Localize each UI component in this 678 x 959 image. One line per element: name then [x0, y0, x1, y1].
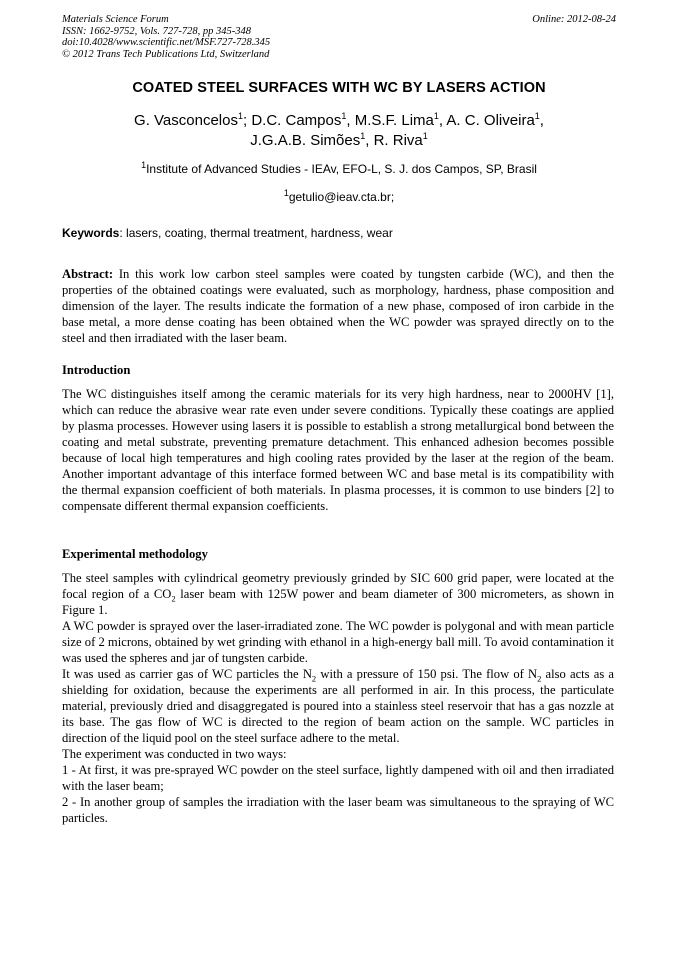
paper-title: COATED STEEL SURFACES WITH WC BY LASERS ACTION [132, 80, 546, 96]
paragraph [62, 666, 614, 746]
author-name: ; D.C. Campos [243, 112, 342, 129]
affiliation-marker: 1 [534, 111, 540, 121]
section-heading-introduction: Introduction [62, 363, 131, 377]
keywords-text: : lasers, coating, thermal treatment, hardness, wear [119, 226, 393, 240]
list-item: 1 - At first, it was pre-sprayed WC powder on the steel surface, lightly dampened with oil and then irradiated with the laser beam; [62, 763, 614, 793]
affiliation-marker: 1 [433, 111, 439, 121]
introduction-body [62, 386, 614, 514]
affiliation-marker: 1 [237, 111, 243, 121]
abstract-text: In this work low carbon steel samples were coated by tungsten carbide (WC), and then the properties of the obtained coatings were evaluated, such as morphology, hardness, phase composition and dimension of the layer. The results indicate the formation of a new phase, composed of iron carbide in the base metal, a more dense coating has been obtained when the WC powder was sprayed directly on to the steel and then irradiated with the laser beam. [62, 267, 614, 345]
doi-line: doi:10.4028/www.scientific.net/MSF.727-728.345 [62, 37, 271, 48]
subscript: 2 [171, 593, 176, 604]
paragraph [62, 570, 614, 618]
affiliation-marker: 1 [141, 160, 147, 170]
contact-email [62, 189, 616, 205]
affiliation [62, 161, 616, 177]
keywords-label: Keywords [62, 226, 120, 240]
paragraph-text: with a pressure of 150 psi. The flow of N [316, 667, 538, 681]
subscript: 2 [537, 673, 542, 684]
author-name: , A. C. Oliveira [438, 112, 535, 129]
list-item: 2 - In another group of samples the irradiation with the laser beam was simultaneous to the spraying of WC particles. [62, 795, 614, 825]
author-separator: , [539, 112, 544, 129]
online-date-header [532, 14, 616, 26]
journal-name: Materials Science Forum [62, 14, 169, 25]
abstract [62, 266, 614, 346]
abstract-label: Abstract: [62, 267, 114, 281]
experimental-body [62, 570, 614, 826]
author-name: G. Vasconcelos [134, 112, 238, 129]
paragraph-text: also acts as a shielding for oxidation, because the experiments are all performed in air. In this process, the particulate material, previously dried and disaggregated is poured into a stainless steel reservoir that has a gas nozzle at its base. The gas flow of WC is directed to the region of beam action on the sample. WC particles in direction of the liquid pool on the steel surface adhere to the metal. [62, 667, 614, 745]
affiliation-marker: 1 [341, 111, 347, 121]
affiliation-marker: 1 [360, 131, 366, 141]
section-heading-experimental: Experimental methodology [62, 547, 208, 561]
affiliation-text: Institute of Advanced Studies - IEAv, EFO-L, S. J. dos Campos, SP, Brasil [146, 162, 537, 176]
affiliation-marker: 1 [422, 131, 428, 141]
paragraph-text: It was used as carrier gas of WC particles the N [62, 667, 312, 681]
copyright-line: © 2012 Trans Tech Publications Ltd, Switzerland [62, 48, 270, 60]
online-date: Online: 2012-08-24 [532, 14, 616, 25]
author-list [62, 111, 616, 151]
email-link[interactable]: getulio@ieav.cta.br; [288, 190, 395, 204]
keywords [62, 225, 616, 241]
issn-line: ISSN: 1662-9752, Vols. 727-728, pp 345-348 [62, 25, 251, 37]
paragraph: A WC powder is sprayed over the laser-irradiated zone. The WC powder is polygonal and with mean particle size of 2 microns, obtained by wet grinding with ethanol in a high-energy ball mill. To avoid contamination it was used the spheres and jar of tungsten carbide. [62, 619, 614, 665]
author-name: J.G.A.B. Simões [250, 132, 361, 149]
paragraph: The WC distinguishes itself among the ceramic materials for its very high hardness, near to 2000HV [1], which can reduce the abrasive wear rate even under severe conditions. Typically these coatings are applied by plasma processes. However using lasers it is possible to establish a strong metallurgical bond between the coating and metal substrate, preventing premature detachment. This enhanced adhesion becomes possible because of local high temperatures and high cooling rates provided by the laser at the region of the beam. Another important advantage of this interface formed between WC and base metal is its compatibility with the thermal expansion coefficient of both materials. In plasma processes, it is common to use binders [2] to compensate different thermal expansion coefficients. [62, 387, 614, 513]
paragraph: The experiment was conducted in two ways: [62, 747, 287, 761]
affiliation-marker: 1 [283, 188, 289, 198]
paragraph-text: The steel samples with cylindrical geometry previously grinded by SIC 600 grid paper, were located at the focal region of a CO [62, 571, 614, 601]
subscript: 2 [311, 673, 317, 684]
author-name: , M.S.F. Lima [346, 112, 434, 129]
author-name: , R. Riva [365, 132, 423, 149]
running-header [62, 14, 270, 60]
paragraph-text: laser beam with 125W power and beam diameter of 300 micrometers, as shown in Figure 1. [62, 587, 614, 617]
